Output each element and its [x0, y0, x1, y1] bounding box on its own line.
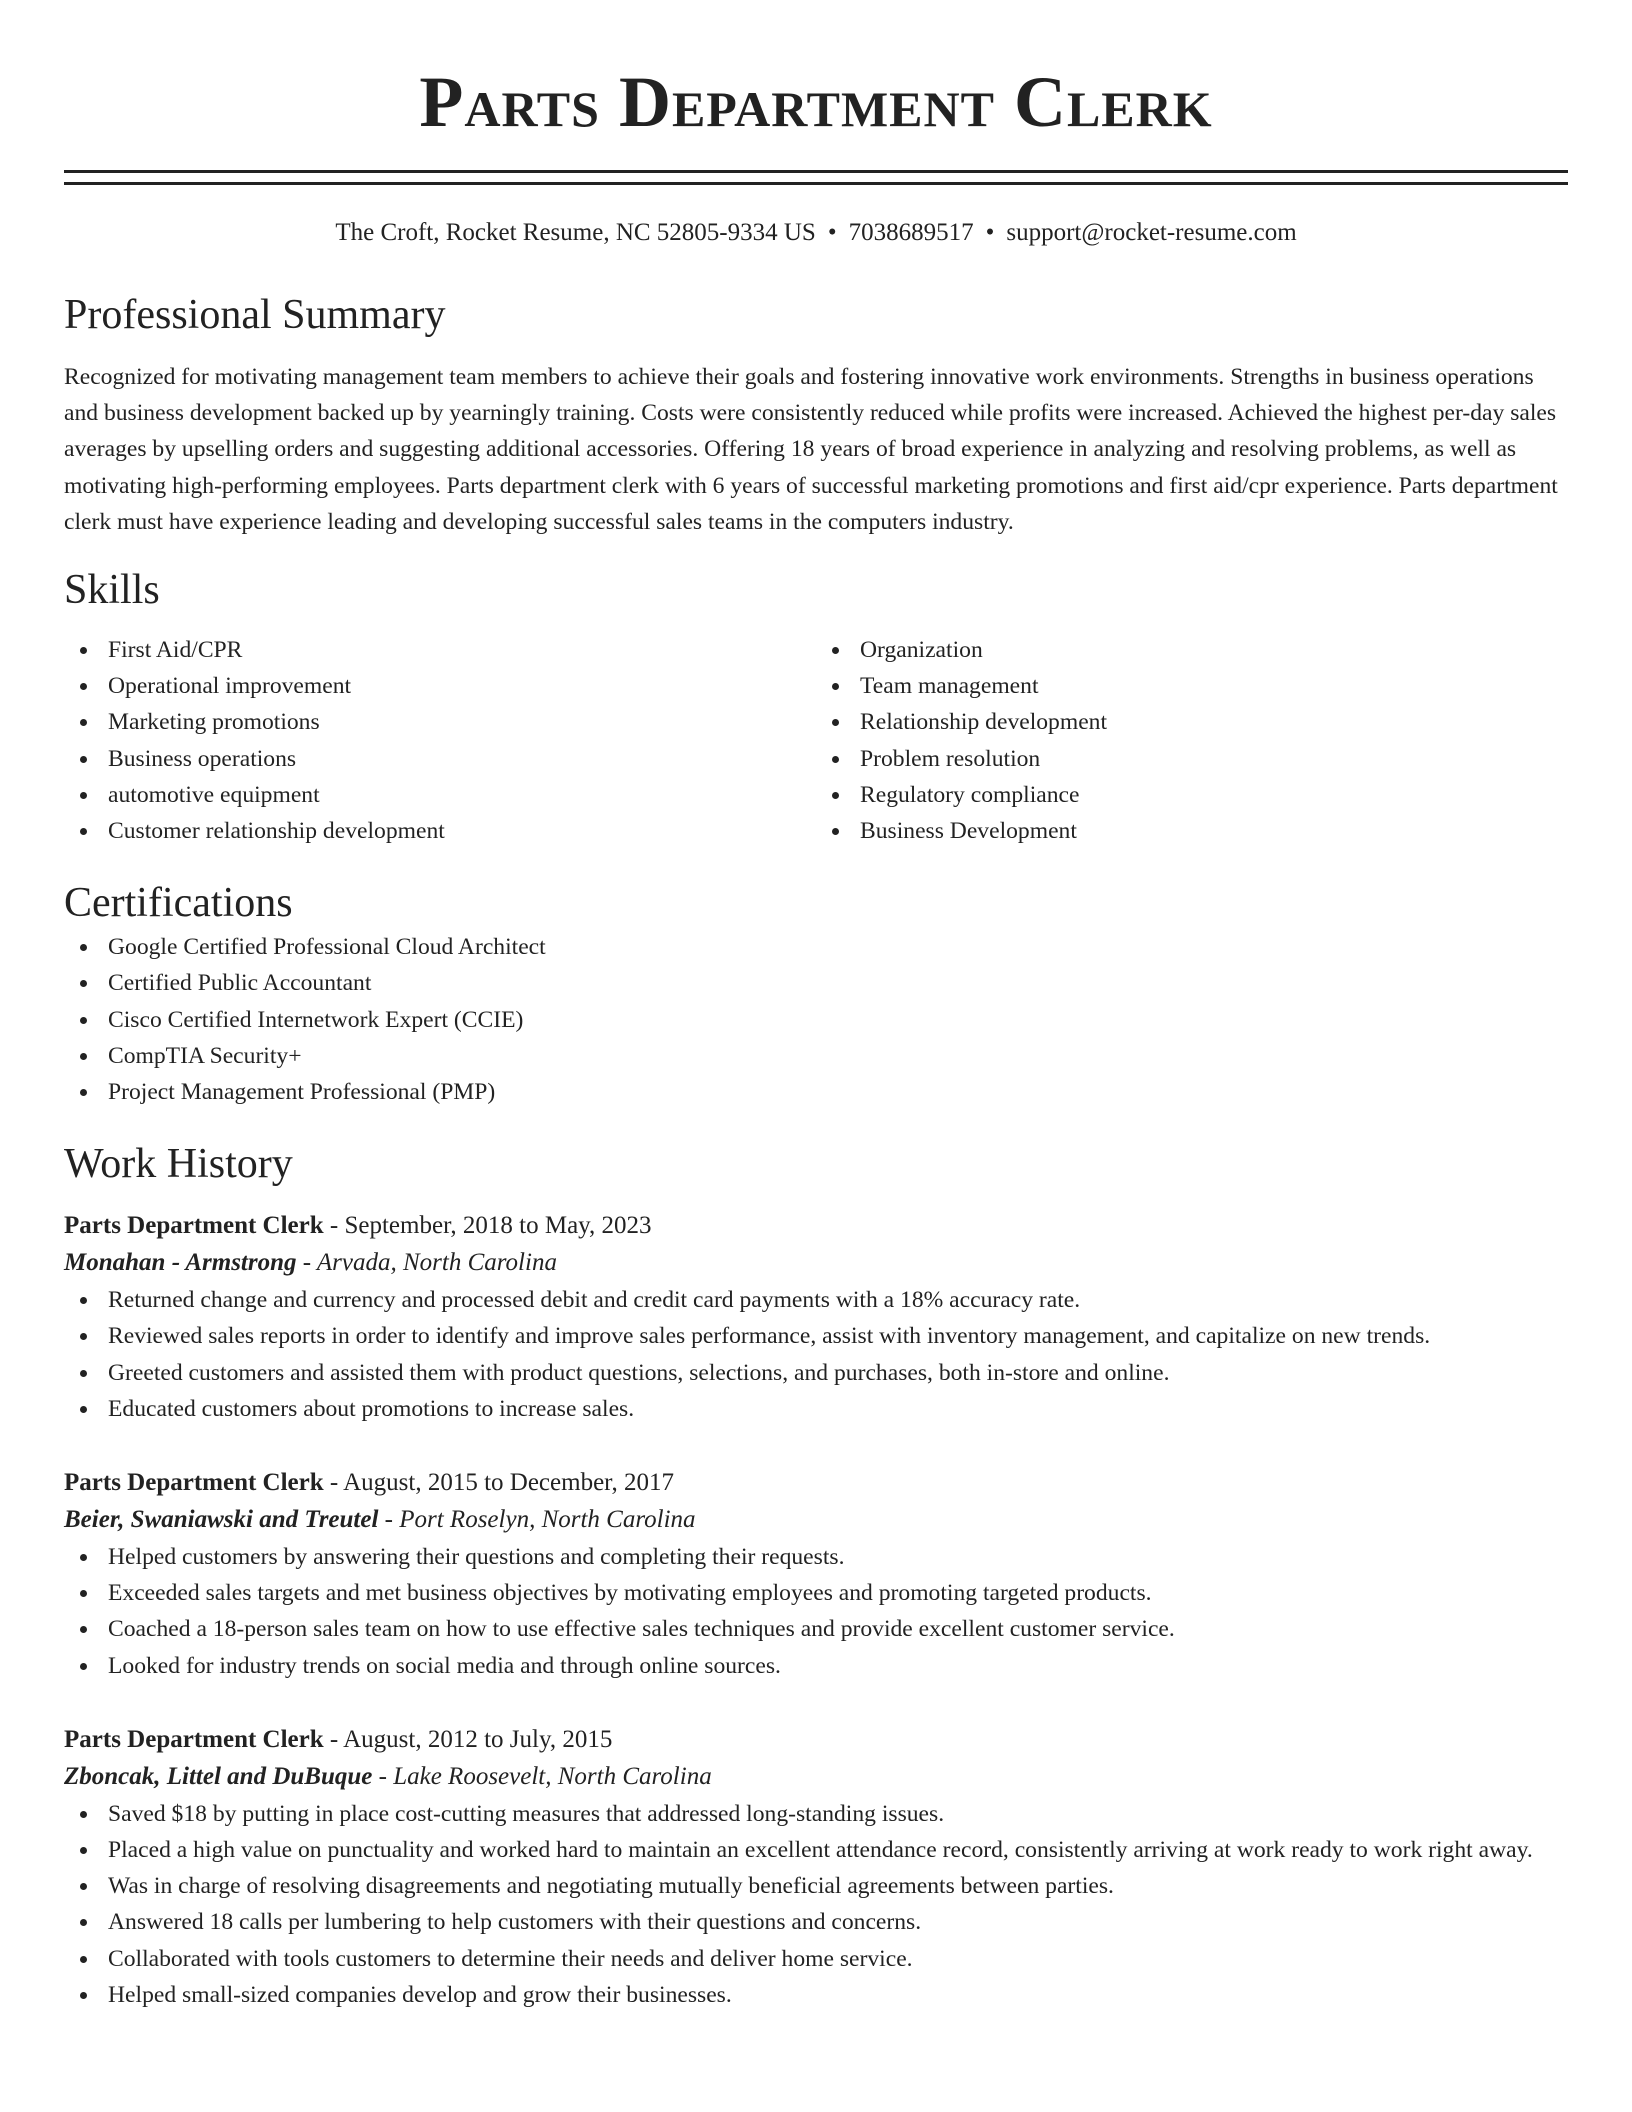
job-entry — [64, 1722, 1568, 2013]
contact-phone: 7038689517 — [848, 219, 974, 246]
certification-item: Certified Public Accountant — [64, 965, 1568, 1001]
job-duty-item: Answered 18 calls per lumbering to help customers with their questions and concerns. — [64, 1904, 1568, 1940]
job-location: Lake Roosevelt, North Carolina — [393, 1762, 712, 1790]
skill-item: Team management — [816, 668, 1568, 704]
job-duties — [64, 1282, 1568, 1427]
certifications-heading: Certifications — [64, 880, 293, 927]
skill-item: Customer relationship development — [64, 813, 816, 849]
skill-item: Marketing promotions — [64, 704, 816, 740]
job-duty-item: Saved $18 by putting in place cost-cutting measures that addressed long-standing issues. — [64, 1796, 1568, 1832]
job-duty-item: Educated customers about promotions to increase sales. — [64, 1391, 1568, 1427]
contact-separator: • — [827, 219, 837, 246]
skills-heading: Skills — [64, 567, 160, 614]
job-duty-item: Helped customers by answering their questions and completing their requests. — [64, 1539, 1568, 1575]
contact-line — [64, 217, 1568, 249]
job-duty-item: Returned change and currency and processed debit and credit card payments with a 18% accuracy rate. — [64, 1282, 1568, 1318]
skill-item: Relationship development — [816, 704, 1568, 740]
certification-item: CompTIA Security+ — [64, 1038, 1568, 1074]
certification-item: Cisco Certified Internetwork Expert (CCIE) — [64, 1002, 1568, 1038]
job-location: Port Roselyn, North Carolina — [399, 1506, 696, 1534]
job-duty-item: Reviewed sales reports in order to identify and improve sales performance, assist with inventory management, and capitalize on new trends. — [64, 1318, 1568, 1354]
certifications-list — [64, 929, 1568, 1110]
job-duties — [64, 1796, 1568, 2013]
job-entry — [64, 1465, 1568, 1684]
job-duty-item: Looked for industry trends on social media and through online sources. — [64, 1648, 1568, 1684]
skill-item: automotive equipment — [64, 777, 816, 813]
job-role: Parts Department Clerk — [64, 1725, 324, 1753]
certification-item: Google Certified Professional Cloud Architect — [64, 929, 1568, 965]
summary-heading: Professional Summary — [64, 292, 446, 338]
contact-email: support@rocket-resume.com — [1006, 219, 1297, 246]
contact-separator: • — [985, 219, 995, 246]
job-company: Monahan - Armstrong — [64, 1249, 297, 1277]
job-title-line: Parts Department Clerk - August, 2012 to July, 2015 — [64, 1725, 613, 1753]
job-entry — [64, 1208, 1568, 1427]
job-duties — [64, 1539, 1568, 1684]
job-duty-item: Greeted customers and assisted them with product questions, selections, and purchases, both in-store and online. — [64, 1355, 1568, 1391]
skills-list-left — [64, 632, 816, 849]
job-company-line: Zboncak, Littel and DuBuque - Lake Roosevelt, North Carolina — [64, 1762, 712, 1790]
job-dates: August, 2015 to December, 2017 — [343, 1469, 674, 1497]
contact-address: The Croft, Rocket Resume, NC 52805-9334 US — [335, 219, 816, 246]
skill-item: Business operations — [64, 741, 816, 777]
job-company-line: Beier, Swaniawski and Treutel - Port Roselyn, North Carolina — [64, 1506, 696, 1534]
job-dates: August, 2012 to July, 2015 — [343, 1725, 613, 1753]
work-history-heading: Work History — [64, 1141, 293, 1188]
job-role: Parts Department Clerk — [64, 1469, 324, 1497]
job-title-line: Parts Department Clerk - August, 2015 to December, 2017 — [64, 1469, 674, 1497]
job-duty-item: Coached a 18-person sales team on how to use effective sales techniques and provide excellent customer service. — [64, 1611, 1568, 1647]
job-dates: September, 2018 to May, 2023 — [344, 1212, 652, 1240]
job-company-line: Monahan - Armstrong - Arvada, North Carolina — [64, 1249, 557, 1277]
job-duty-item: Was in charge of resolving disagreements and negotiating mutually beneficial agreements between parties. — [64, 1868, 1568, 1904]
title-divider — [64, 170, 1568, 185]
skills-columns — [64, 632, 1568, 849]
job-role: Parts Department Clerk — [64, 1212, 324, 1240]
skills-list-right — [816, 632, 1568, 849]
job-duty-item: Placed a high value on punctuality and worked hard to maintain an excellent attendance record, consistently arriving at work ready to work right away. — [64, 1832, 1568, 1868]
skill-item: Problem resolution — [816, 741, 1568, 777]
skill-item: First Aid/CPR — [64, 632, 816, 668]
job-duty-item: Exceeded sales targets and met business objectives by motivating employees and promoting targeted products. — [64, 1575, 1568, 1611]
resume-title: Parts Department Clerk — [419, 62, 1213, 142]
summary-text: Recognized for motivating management team members to achieve their goals and fostering innovative work environments. Strengths in business operations and business development backed up by yearningly training. Costs were consistently reduced while profits were increased. Achieved the highest per-day sales averages by upselling orders and suggesting additional accessories. Offering 18 years of broad experience in analyzing and resolving problems, as well as motivating high-performing employees. Parts department clerk with 6 years of successful marketing promotions and first aid/cpr experience. Parts department clerk must have experience leading and developing successful sales teams in the computers industry. — [64, 364, 1558, 535]
job-company: Zboncak, Littel and DuBuque — [64, 1762, 373, 1790]
skill-item: Regulatory compliance — [816, 777, 1568, 813]
job-duty-item: Helped small-sized companies develop and grow their businesses. — [64, 1977, 1568, 2013]
skill-item: Operational improvement — [64, 668, 816, 704]
skill-item: Organization — [816, 632, 1568, 668]
certification-item: Project Management Professional (PMP) — [64, 1074, 1568, 1110]
job-location: Arvada, North Carolina — [316, 1249, 557, 1277]
job-duty-item: Collaborated with tools customers to determine their needs and deliver home service. — [64, 1941, 1568, 1977]
job-company: Beier, Swaniawski and Treutel — [64, 1506, 379, 1534]
job-title-line: Parts Department Clerk - September, 2018 to May, 2023 — [64, 1212, 652, 1240]
skill-item: Business Development — [816, 813, 1568, 849]
